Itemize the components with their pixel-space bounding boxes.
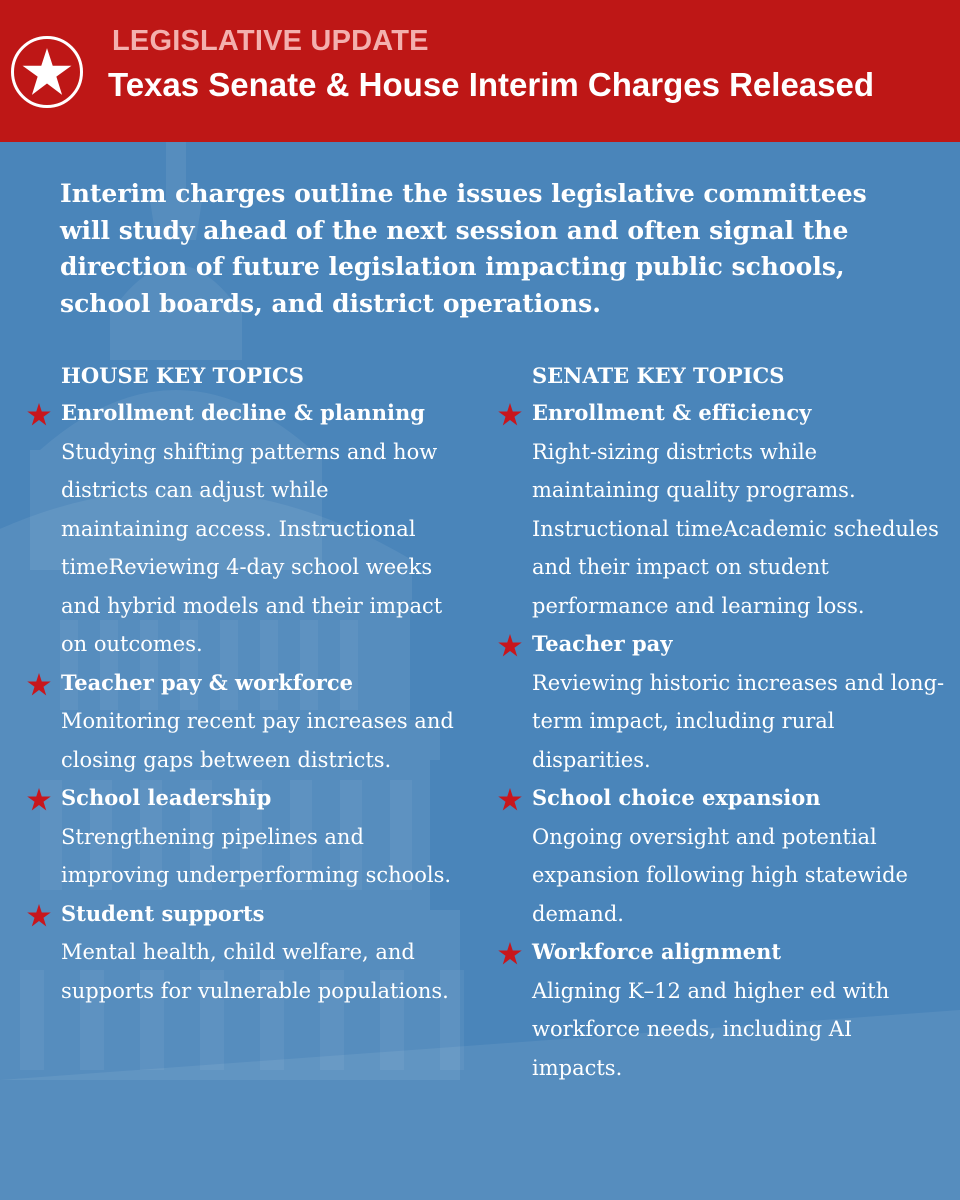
senate-topic bbox=[532, 933, 947, 1087]
topic-description: Aligning K–12 and higher ed with workforce needs, including AI impacts. bbox=[532, 978, 890, 1080]
topic-title bbox=[61, 664, 461, 703]
house-topic bbox=[61, 664, 461, 780]
topic-title-text: Workforce alignment bbox=[532, 939, 782, 964]
house-topic bbox=[61, 895, 461, 1011]
topic-description: Monitoring recent pay increases and closing gaps between districts. bbox=[61, 709, 454, 772]
topic-description: Strengthening pipelines and improving underperforming schools. bbox=[61, 824, 452, 887]
star-bullet-icon bbox=[497, 402, 523, 427]
page-title: Texas Senate & House Interim Charges Released bbox=[108, 66, 875, 103]
star-bullet-icon bbox=[497, 633, 523, 658]
topic-title-text: Student supports bbox=[61, 900, 265, 926]
topic-title-text: School choice expansion bbox=[532, 785, 821, 810]
star-icon bbox=[21, 46, 73, 98]
topic-description: Ongoing oversight and potential expansion following high statewide demand. bbox=[532, 824, 908, 926]
star-bullet-icon bbox=[26, 402, 52, 427]
senate-topic bbox=[532, 779, 947, 933]
topic-title-text: Enrollment & efficiency bbox=[532, 400, 812, 425]
header-kicker: LEGISLATIVE UPDATE bbox=[112, 25, 429, 57]
senate-heading: SENATE KEY TOPICS bbox=[532, 363, 785, 388]
topic-title bbox=[532, 625, 947, 664]
topic-title bbox=[61, 895, 461, 934]
topic-title-text: Teacher pay & workforce bbox=[61, 669, 354, 695]
topic-description: Studying shifting patterns and how districts can adjust while maintaining access. Instructional timeReviewing 4-day school weeks and hybrid models and their impact on outcomes. bbox=[61, 439, 443, 656]
topic-title bbox=[61, 779, 461, 818]
house-topic bbox=[61, 394, 461, 664]
star-bullet-icon bbox=[26, 903, 52, 928]
header-banner bbox=[0, 0, 960, 142]
topic-title-text: Teacher pay bbox=[532, 631, 673, 656]
star-bullet-icon bbox=[497, 787, 523, 812]
house-topics-column bbox=[61, 359, 461, 1010]
star-bullet-icon bbox=[26, 787, 52, 812]
senate-topics-column bbox=[532, 359, 947, 1087]
senate-topic bbox=[532, 394, 947, 625]
topic-title bbox=[61, 394, 461, 433]
house-heading: HOUSE KEY TOPICS bbox=[61, 363, 304, 388]
topic-title-text: Enrollment decline & planning bbox=[61, 400, 425, 425]
topic-title-text: School leadership bbox=[61, 785, 272, 810]
topic-description: Reviewing historic increases and long-term impact, including rural disparities. bbox=[532, 670, 945, 772]
star-bullet-icon bbox=[497, 941, 523, 966]
topic-description: Mental health, child welfare, and supports for vulnerable populations. bbox=[61, 940, 449, 1003]
house-topic bbox=[61, 779, 461, 895]
star-bullet-icon bbox=[26, 672, 52, 697]
star-logo bbox=[11, 36, 83, 108]
senate-topic bbox=[532, 625, 947, 779]
topic-title bbox=[532, 394, 947, 433]
topic-description: Right-sizing districts while maintaining quality programs. Instructional timeAcademic schedules and their impact on student performance and learning loss. bbox=[532, 439, 939, 618]
intro-paragraph: Interim charges outline the issues legislative committees will study ahead of the next session and often signal the direction of future legislation impacting public schools, school boards, and district operations. bbox=[60, 179, 867, 318]
topic-title bbox=[532, 933, 947, 972]
topic-title bbox=[532, 779, 947, 818]
